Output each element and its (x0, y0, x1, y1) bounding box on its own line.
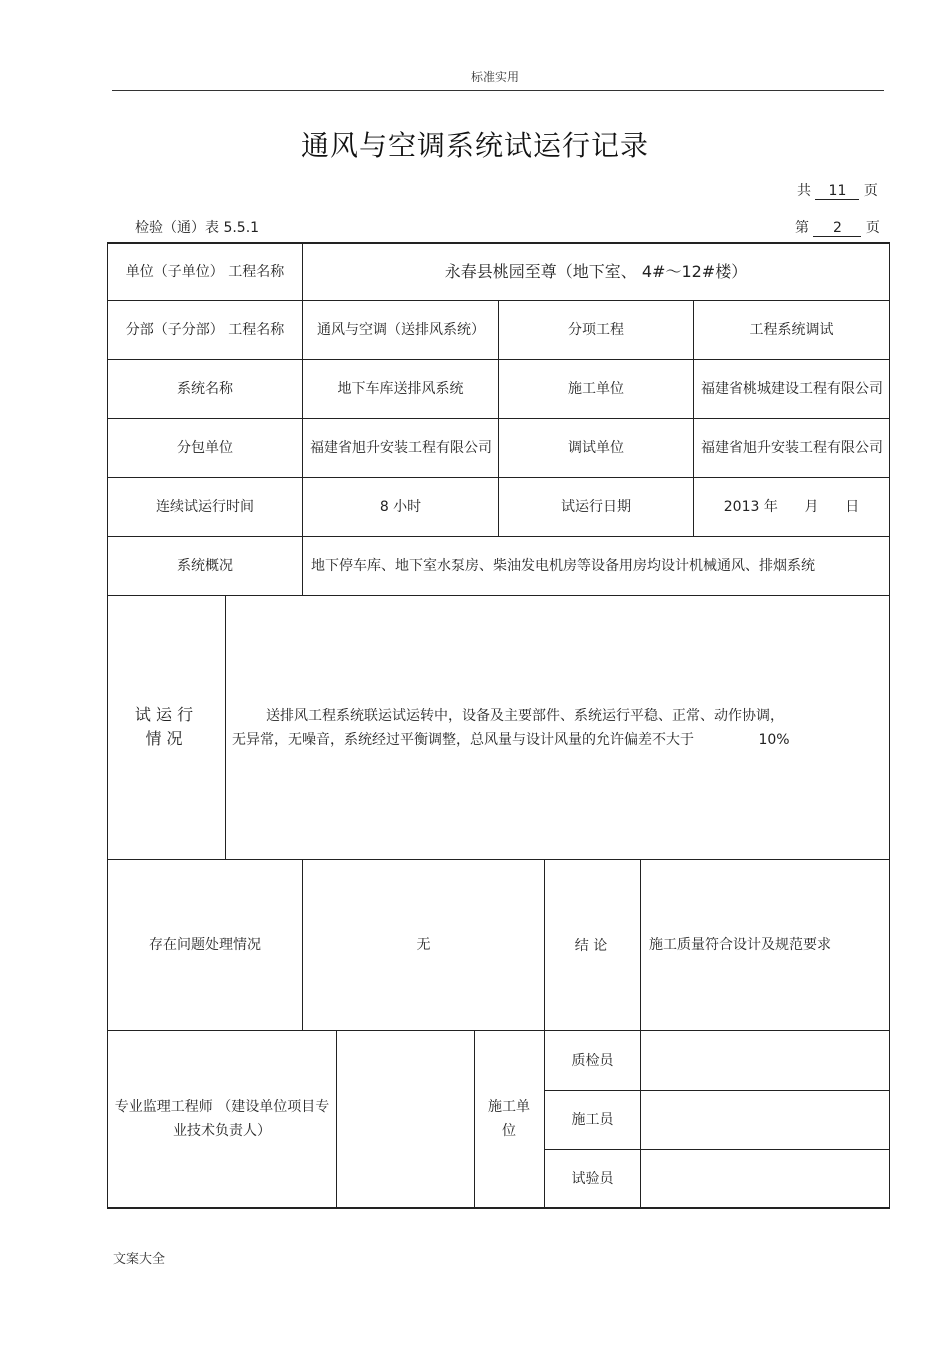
subcontractor-label: 分包单位 (177, 440, 233, 456)
contractor-value: 福建省桃城建设工程有限公司 (701, 381, 883, 397)
issues-label: 存在问题处理情况 (149, 937, 261, 953)
page-footer: 文案大全 (113, 1252, 166, 1267)
col-divider (474, 1030, 475, 1208)
current-page (795, 217, 880, 237)
trial-date-value: 2013 年 月 日 (723, 499, 860, 515)
supervisor-signature[interactable] (337, 1031, 474, 1207)
form-title: 通风与空调系统试运行记录 (300, 129, 649, 162)
supervisor-label: 专业监理工程师 （建设单位项目专业技术负责人） (114, 1099, 330, 1139)
duration-value: 8 小时 (379, 499, 422, 515)
builder-signature[interactable] (641, 1091, 889, 1149)
trial-text-line-1: 送排风工程系统联运试运转中，设备及主要部件、系统运行平稳、正常、动作协调， (266, 708, 784, 724)
current-page-suffix: 页 (865, 220, 880, 236)
table-border-bottom (107, 1207, 890, 1209)
qc-inspector-signature[interactable] (641, 1031, 889, 1090)
builder-label: 施工员 (571, 1112, 614, 1128)
duration-label: 连续试运行时间 (156, 499, 254, 515)
qc-inspector-label: 质检员 (571, 1052, 614, 1069)
contractor-label: 施工单位 (568, 381, 624, 397)
division-project-value: 通风与空调（送排风系统） (317, 322, 485, 338)
col-divider (544, 859, 545, 1030)
conclusion-value: 施工质量符合设计及规范要求 (649, 937, 831, 953)
allowable-deviation: 10% (758, 732, 790, 748)
form-id: 检验（通）表 5.5.1 (135, 220, 260, 236)
total-pages (797, 180, 878, 200)
table-border-right (889, 242, 890, 1209)
conclusion-label: 结 论 (574, 938, 608, 954)
current-page-value: 2 (813, 220, 861, 237)
test-unit-label: 调试单位 (568, 440, 624, 456)
total-pages-suffix: 页 (863, 183, 878, 199)
trial-text-line-2-body: 无异常，无噪音，系统经过平衡调整，总风量与设计风量的允许偏差不大于 (232, 732, 694, 748)
system-overview-label: 系统概况 (177, 558, 233, 574)
construction-unit-label: 施工单位 (488, 1099, 530, 1139)
current-page-prefix: 第 (795, 220, 809, 236)
trial-text-line-2 (232, 728, 882, 752)
system-overview-value: 地下停车库、地下室水泵房、柴油发电机房等设备用房均设计机械通风、排烟系统 (311, 558, 815, 574)
division-project-label: 分部（子分部） 工程名称 (125, 322, 285, 338)
tester-signature[interactable] (641, 1150, 889, 1207)
subitem-project-label: 分项工程 (568, 322, 624, 338)
trial-operation-label: 试 运 行 情 况 (134, 705, 194, 748)
trial-date-label: 试运行日期 (561, 499, 631, 515)
issues-value: 无 (416, 937, 431, 953)
header-rule (112, 90, 884, 91)
tester-label: 试验员 (571, 1170, 614, 1187)
subcontractor-value: 福建省旭升安装工程有限公司 (310, 440, 492, 456)
trial-operation-value (232, 704, 882, 752)
col-divider (225, 595, 226, 859)
page-header: 标准实用 (470, 70, 519, 84)
unit-project-label: 单位（子单位） 工程名称 (125, 263, 285, 280)
system-name-label: 系统名称 (177, 381, 233, 397)
system-name-value: 地下车库送排风系统 (337, 381, 464, 397)
test-unit-value: 福建省旭升安装工程有限公司 (701, 440, 883, 456)
subitem-project-value: 工程系统调试 (749, 322, 834, 338)
unit-project-value: 永春县桃园至尊（地下室、 4#～12#楼） (444, 261, 748, 281)
total-pages-value: 11 (815, 183, 859, 200)
total-pages-prefix: 共 (797, 183, 811, 199)
